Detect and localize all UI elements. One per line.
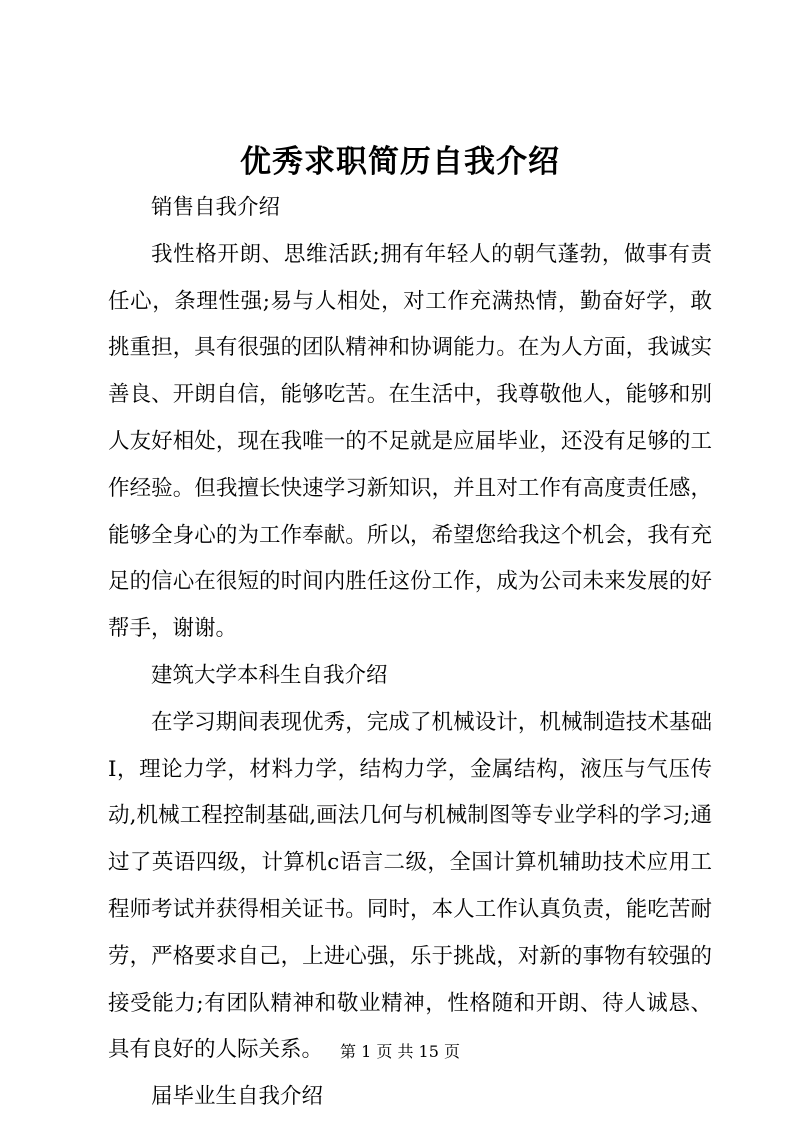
- section-heading-sales: 销售自我介绍: [151, 195, 281, 220]
- section-heading-graduate: 届毕业生自我介绍: [151, 1084, 324, 1110]
- section-heading-architecture: 建筑大学本科生自我介绍: [151, 662, 388, 688]
- section-paragraph-architecture: 在学习期间表现优秀，完成了机械设计，机械制造技术基础Ⅰ，理论力学，材料力学，结构力学，金属结构，液压与气压传动,机械工程控制基础,画法几何与机械制图等专业学科的学习;通过了英语四级，计算机c语言二级，全国计算机辅助技术应用工程师考试并获得相关证书。同时，本人工作认真负责，能吃苦耐劳，严格要求自己，上进心强，乐于挑战，对新的事物有较强的接受能力;有团队精神和敬业精神，性格随和开朗、待人诚恳、具有良好的人际关系。: [108, 709, 712, 1063]
- page-title: 优秀求职简历自我介绍: [240, 144, 560, 180]
- document-body: [108, 185, 712, 1121]
- section-paragraph-sales: 我性格开朗、思维活跃;拥有年轻人的朝气蓬勃，做事有责任心，条理性强;易与人相处，对工作充满热情，勤奋好学，敢挑重担，具有很强的团队精神和协调能力。在为人方面，我诚实善良、开朗自信，能够吃苦。在生活中，我尊敬他人，能够和别人友好相处，现在我唯一的不足就是应届毕业，还没有足够的工作经验。但我擅长快速学习新知识，并且对工作有高度责任感，能够全身心的为工作奉献。所以，希望您给我这个机会，我有充足的信心在很短的时间内胜任这份工作，成为公司未来发展的好帮手，谢谢。: [108, 241, 712, 642]
- page-footer: 第 1 页 共 15 页: [340, 1042, 460, 1061]
